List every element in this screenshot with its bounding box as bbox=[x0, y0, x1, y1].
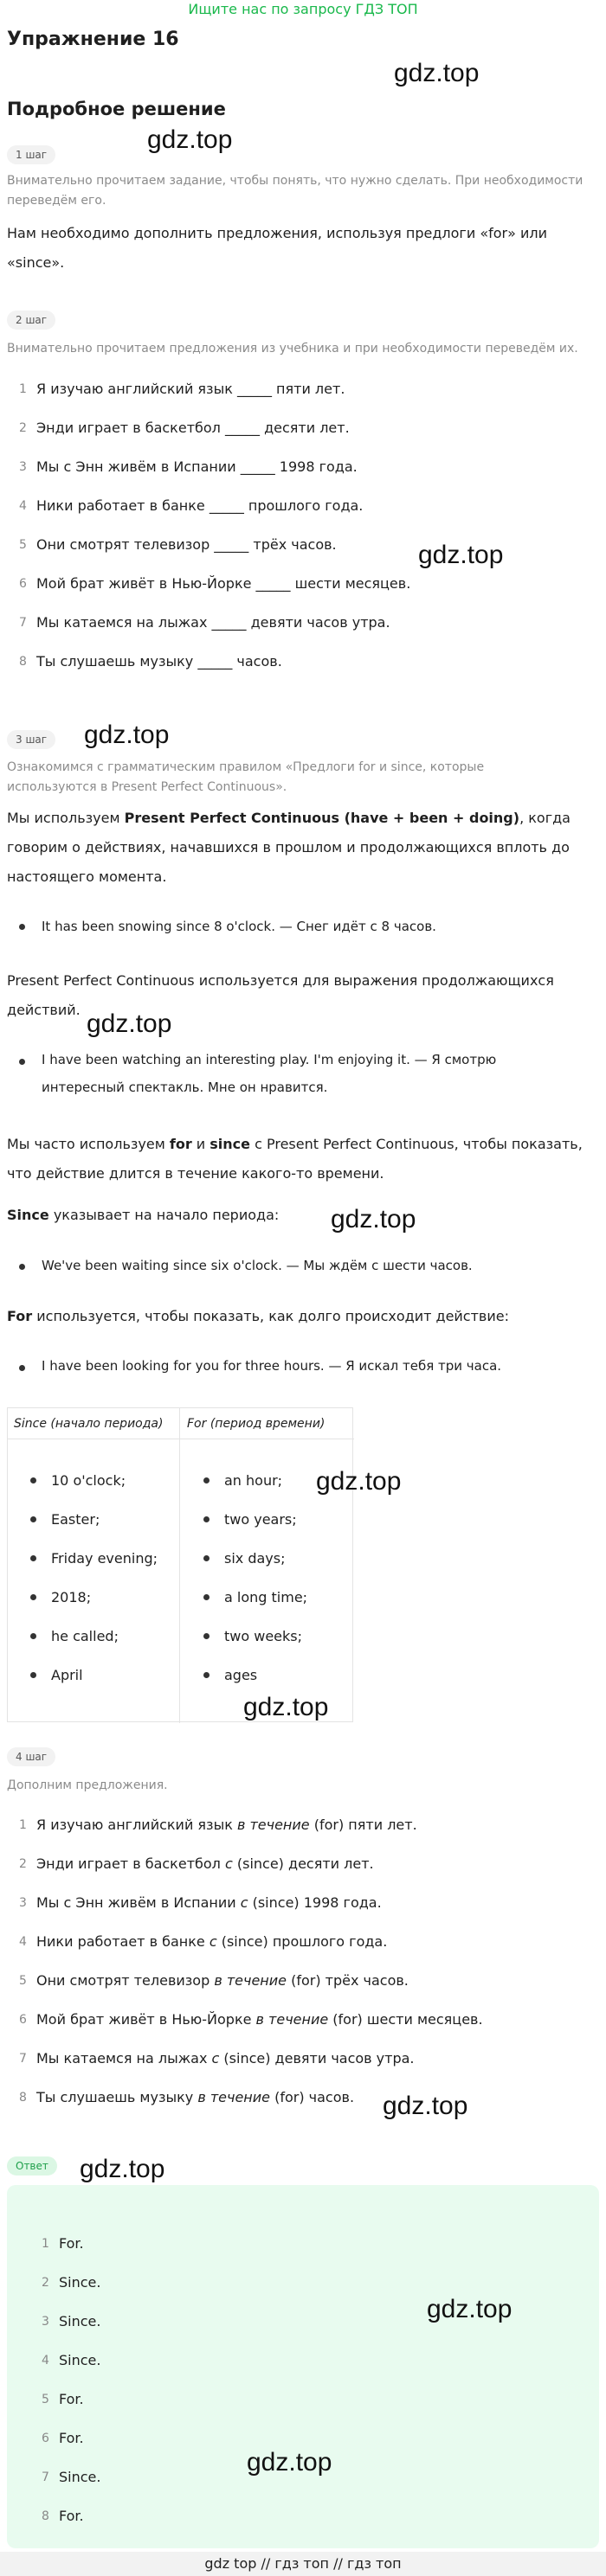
step-4-badge: 4 шаг bbox=[7, 1747, 55, 1766]
list-item-number: 4 bbox=[19, 499, 27, 513]
answer-number: 1 bbox=[42, 2237, 49, 2251]
table-header-for: For (период времени) bbox=[187, 1417, 326, 1431]
bullet bbox=[19, 1365, 25, 1371]
step-3-note: Ознакомимся с грамматическим правилом «Предлоги for и since, которые используются в Present Perfect Continuous». bbox=[7, 760, 485, 794]
example-1: It has been snowing since 8 o'clock. — Снег идёт с 8 часов. bbox=[42, 919, 436, 934]
step-2-badge: 2 шаг bbox=[7, 311, 55, 330]
list-item: Мы с Энн живём в Испании с (since) 1998 года. bbox=[36, 1894, 382, 1911]
answer-number: 2 bbox=[42, 2276, 49, 2290]
list-item: Я изучаю английский язык _____ пяти лет. bbox=[36, 381, 345, 397]
list-item-number: 5 bbox=[19, 1974, 27, 1988]
step-1-text: Нам необходимо дополнить предложения, используя предлоги «for» или «since». bbox=[7, 225, 547, 271]
watermark: gdz.top bbox=[84, 721, 170, 749]
list-item-number: 4 bbox=[19, 1935, 27, 1949]
list-item: Ты слушаешь музыку в течение (for) часов. bbox=[36, 2089, 355, 2105]
bullet bbox=[203, 1594, 210, 1600]
table-cell: six days; bbox=[224, 1550, 286, 1567]
footer-separator: // bbox=[261, 2555, 271, 2572]
answer-number: 6 bbox=[42, 2432, 49, 2445]
footer-link-1[interactable]: gdz top bbox=[204, 2555, 257, 2572]
table-cell: 2018; bbox=[51, 1589, 92, 1605]
step-1-badge: 1 шаг bbox=[7, 145, 55, 164]
bullet bbox=[30, 1516, 36, 1522]
bullet bbox=[30, 1477, 36, 1483]
rule-paragraph: Мы используем Present Perfect Continuous (have + been + doing), когда говорим о действиях, начавшихся в прошлом и продолжающихся вплоть до настоящего момента. bbox=[7, 810, 571, 885]
table-cell: a long time; bbox=[224, 1589, 308, 1605]
watermark: gdz.top bbox=[418, 541, 504, 569]
footer-link-2[interactable]: гдз топ bbox=[274, 2555, 329, 2572]
step-4-note: Дополним предложения. bbox=[7, 1778, 168, 1792]
answer-number: 4 bbox=[42, 2354, 49, 2368]
example-4: I have been looking for you for three hours. — Я искал тебя три часа. bbox=[42, 1358, 502, 1374]
solution-heading: Подробное решение bbox=[7, 99, 226, 119]
list-item: Мы катаемся на лыжах _____ девяти часов утра. bbox=[36, 614, 390, 631]
since-for-table bbox=[7, 1407, 353, 1722]
bullet bbox=[30, 1672, 36, 1678]
bullet bbox=[19, 1264, 25, 1270]
answer-item: Since. bbox=[59, 2469, 101, 2485]
answer-item: For. bbox=[59, 2430, 84, 2446]
table-cell: Easter; bbox=[51, 1511, 100, 1528]
list-item: Они смотрят телевизор в течение (for) трёх часов. bbox=[36, 1972, 409, 1989]
answer-number: 7 bbox=[42, 2470, 49, 2484]
list-item-number: 2 bbox=[19, 1857, 27, 1871]
answer-item: For. bbox=[59, 2235, 84, 2252]
table-cell: an hour; bbox=[224, 1472, 283, 1489]
bullet bbox=[203, 1477, 210, 1483]
table-cell: Friday evening; bbox=[51, 1550, 158, 1567]
step-3-badge: 3 шаг bbox=[7, 730, 55, 749]
list-item-number: 1 bbox=[19, 382, 27, 396]
table-cell: ages bbox=[224, 1667, 258, 1683]
step-1-note: Внимательно прочитаем задание, чтобы понять, что нужно сделать. При необходимости переведём его. bbox=[7, 174, 583, 208]
watermark: gdz.top bbox=[427, 2295, 513, 2323]
watermark: gdz.top bbox=[394, 59, 480, 87]
table-divider bbox=[179, 1408, 180, 1723]
example-2: I have been watching an interesting play. I'm enjoying it. — Я смотрю интересный спектакль. Мне он нравится. bbox=[42, 1052, 497, 1095]
answer-box bbox=[7, 2185, 599, 2548]
list-item-number: 6 bbox=[19, 577, 27, 591]
table-cell: April bbox=[51, 1667, 83, 1683]
top-banner[interactable]: Ищите нас по запросу ГДЗ ТОП bbox=[188, 1, 418, 17]
list-item-number: 2 bbox=[19, 421, 27, 435]
list-item: Мы с Энн живём в Испании _____ 1998 года. bbox=[36, 458, 358, 475]
list-item: Ники работает в банке с (since) прошлого года. bbox=[36, 1933, 388, 1950]
table-cell: two years; bbox=[224, 1511, 297, 1528]
watermark: gdz.top bbox=[87, 1009, 172, 1038]
bullet bbox=[30, 1555, 36, 1561]
answer-item: For. bbox=[59, 2508, 84, 2524]
answer-number: 5 bbox=[42, 2393, 49, 2406]
watermark: gdz.top bbox=[383, 2092, 468, 2120]
list-item: Мой брат живёт в Нью-Йорке в течение (for) шести месяцев. bbox=[36, 2011, 483, 2028]
watermark: gdz.top bbox=[247, 2448, 332, 2477]
example-3: We've been waiting since six o'clock. — Мы ждём с шести часов. bbox=[42, 1258, 473, 1273]
footer-link-3[interactable]: гдз топ bbox=[346, 2555, 402, 2572]
answer-item: For. bbox=[59, 2391, 84, 2407]
bullet bbox=[19, 924, 25, 930]
answer-badge: Ответ bbox=[7, 2156, 57, 2176]
watermark: gdz.top bbox=[316, 1467, 402, 1496]
bullet bbox=[203, 1555, 210, 1561]
list-item-number: 6 bbox=[19, 2013, 27, 2027]
table-cell: he called; bbox=[51, 1628, 119, 1644]
list-item: Мой брат живёт в Нью-Йорке _____ шести месяцев. bbox=[36, 575, 411, 592]
watermark: gdz.top bbox=[147, 125, 233, 154]
step-2-note: Внимательно прочитаем предложения из учебника и при необходимости переведём их. bbox=[7, 342, 578, 356]
answer-item: Since. bbox=[59, 2313, 101, 2329]
list-item: Энди играет в баскетбол с (since) десяти лет. bbox=[36, 1855, 374, 1872]
table-header-since: Since (начало периода) bbox=[14, 1417, 164, 1431]
list-item-number: 5 bbox=[19, 538, 27, 552]
watermark: gdz.top bbox=[243, 1693, 329, 1721]
list-item-number: 1 bbox=[19, 1818, 27, 1832]
watermark: gdz.top bbox=[80, 2155, 165, 2183]
bullet bbox=[30, 1633, 36, 1639]
bullet bbox=[203, 1633, 210, 1639]
list-item-number: 7 bbox=[19, 2052, 27, 2066]
answer-item: Since. bbox=[59, 2352, 101, 2368]
rule-paragraph: For используется, чтобы показать, как долго происходит действие: bbox=[7, 1308, 509, 1324]
list-item: Ники работает в банке _____ прошлого года. bbox=[36, 497, 364, 514]
table-cell: two weeks; bbox=[224, 1628, 302, 1644]
list-item-number: 8 bbox=[19, 655, 27, 669]
answer-number: 8 bbox=[42, 2509, 49, 2523]
footer-separator: // bbox=[333, 2555, 343, 2572]
list-item-number: 3 bbox=[19, 1896, 27, 1910]
list-item-number: 3 bbox=[19, 460, 27, 474]
footer-links bbox=[0, 2552, 606, 2576]
rule-paragraph: Мы часто используем for и since с Present Perfect Continuous, чтобы показать, что действие длится в течение какого-то времени. bbox=[7, 1136, 583, 1182]
rule-paragraph: Since указывает на начало периода: bbox=[7, 1207, 280, 1223]
table-cell: 10 o'clock; bbox=[51, 1472, 126, 1489]
list-item: Я изучаю английский язык в течение (for) пяти лет. bbox=[36, 1817, 417, 1833]
bullet bbox=[30, 1594, 36, 1600]
page-title: Упражнение 16 bbox=[7, 29, 179, 50]
rule-paragraph: Present Perfect Continuous используется для выражения продолжающихся действий. bbox=[7, 972, 554, 1018]
answer-number: 3 bbox=[42, 2315, 49, 2329]
list-item: Энди играет в баскетбол _____ десяти лет. bbox=[36, 420, 350, 436]
list-item: Они смотрят телевизор _____ трёх часов. bbox=[36, 536, 337, 553]
list-item: Ты слушаешь музыку _____ часов. bbox=[36, 653, 282, 670]
bullet bbox=[203, 1516, 210, 1522]
bullet bbox=[19, 1059, 25, 1065]
list-item: Мы катаемся на лыжах с (since) девяти часов утра. bbox=[36, 2050, 415, 2067]
bullet bbox=[203, 1672, 210, 1678]
answer-item: Since. bbox=[59, 2274, 101, 2291]
list-item-number: 7 bbox=[19, 616, 27, 630]
list-item-number: 8 bbox=[19, 2091, 27, 2105]
watermark: gdz.top bbox=[331, 1205, 416, 1234]
